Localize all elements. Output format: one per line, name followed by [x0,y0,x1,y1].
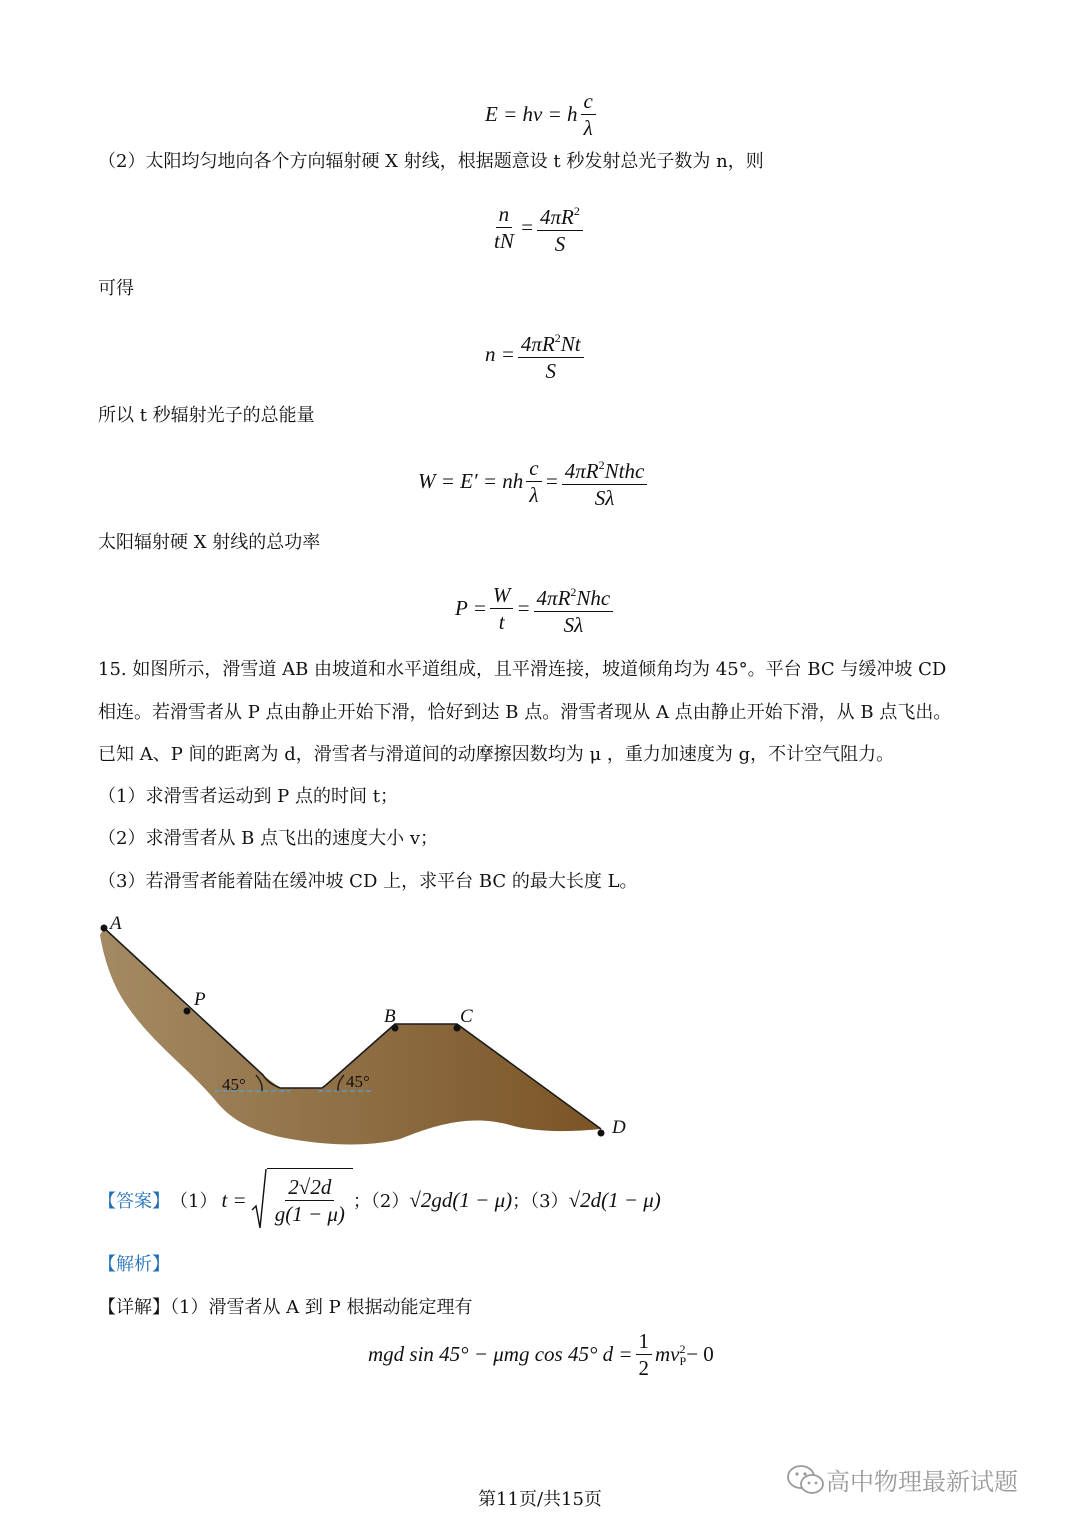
text-part-2: （2）太阳均匀地向各个方向辐射硬 X 射线，根据题意设 t 秒发射总光子数为 n，则 [98,151,764,172]
formula-total-energy: W = E′ = nh $\frac{c}{\lambda}$ = $\frac{4\pi R^2Nthc}{S\lambda}$ [418,452,650,511]
text-total-power: 太阳辐射硬 X 射线的总功率 [98,532,321,553]
label-A: A [110,913,122,934]
answer-part-3: ；（3） [512,1191,569,1212]
ski-track-figure [90,905,650,1160]
answer-part-1: （1） [170,1191,218,1212]
problem-15-line-1: 15. 如图所示，滑雪道 AB 由坡道和水平道组成，且平滑连接，坡道倾角均为 45°。平台 BC 与缓冲坡 CD [98,659,947,680]
answer-tag: 【答案】 [98,1191,170,1212]
formula-photon-ratio: $\frac{n}{tN}$ = $\frac{4\pi R^2}{S}$ [488,198,586,257]
wechat-icon [786,1463,826,1497]
label-C: C [460,1006,473,1027]
analysis-tag: 【解析】 [98,1254,170,1275]
watermark: 高中物理最新试题 [786,1462,1018,1497]
text-total-energy: 所以 t 秒辐射光子的总能量 [98,405,315,426]
formula-photon-count: n = $\frac{4\pi R^2Nt}{S}$ [485,325,587,384]
label-B: B [384,1006,396,1027]
point-P [184,1008,191,1015]
detail-line: 【详解】（1）滑雪者从 A 到 P 根据动能定理有 [98,1297,473,1318]
ground-fill [100,928,601,1145]
point-D [598,1130,605,1137]
formula-total-power: P = $\frac{W}{t}$ = $\frac{4\pi R^2Nhc}{S\lambda}$ [455,579,616,638]
answer-3-value: √2d(1 − μ) [568,1187,661,1212]
problem-15-question-2: （2）求滑雪者从 B 点飞出的速度大小 v； [98,828,439,849]
text-kede: 可得 [98,278,134,299]
answer-1-sqrt: $\frac{2√2d}{g(1 - \mu)}$ [251,1168,353,1232]
answer-part-2: ；（2） [352,1191,410,1212]
problem-15-line-2: 相连。若滑雪者从 P 点由静止开始下滑，恰好到达 B 点。滑雪者现从 A 点由静止开始下滑，从 B 点飞出。 [98,702,952,723]
answer-2-value: √2gd(1 − μ) [409,1187,513,1212]
detail-tag: 【详解】 [98,1297,170,1318]
point-A [101,925,108,932]
angle-label-left: 45° [222,1075,246,1094]
problem-15-line-3: 已知 A、P 间的距离为 d，滑雪者与滑道间的动摩擦因数均为 μ ，重力加速度为 g，不计空气阻力。 [98,744,895,765]
page-footer: 第11页/共15页 [478,1489,602,1510]
angle-label-right: 45° [346,1072,370,1091]
problem-15-question-1: （1）求滑雪者运动到 P 点的时间 t； [98,786,398,807]
label-P: P [194,989,206,1010]
formula-energy-theorem: mgd sin 45° − μmg cos 45° d = $\frac{1}{2}$ mv 2 P − 0 [368,1329,714,1380]
label-D: D [612,1117,626,1138]
problem-15-question-3: （3）若滑雪者能着陆在缓冲坡 CD 上，求平台 BC 的最大长度 L。 [98,871,638,892]
answer-line: 【答案】 （1） t = $\frac{2√2d}{g(1 - \mu)}$ ；（2） √2gd(1 − μ) ；（3） √2d(1 − μ) [98,1165,661,1235]
formula-photon-energy: E = hν = h $\frac{c}{\lambda}$ [485,88,599,141]
